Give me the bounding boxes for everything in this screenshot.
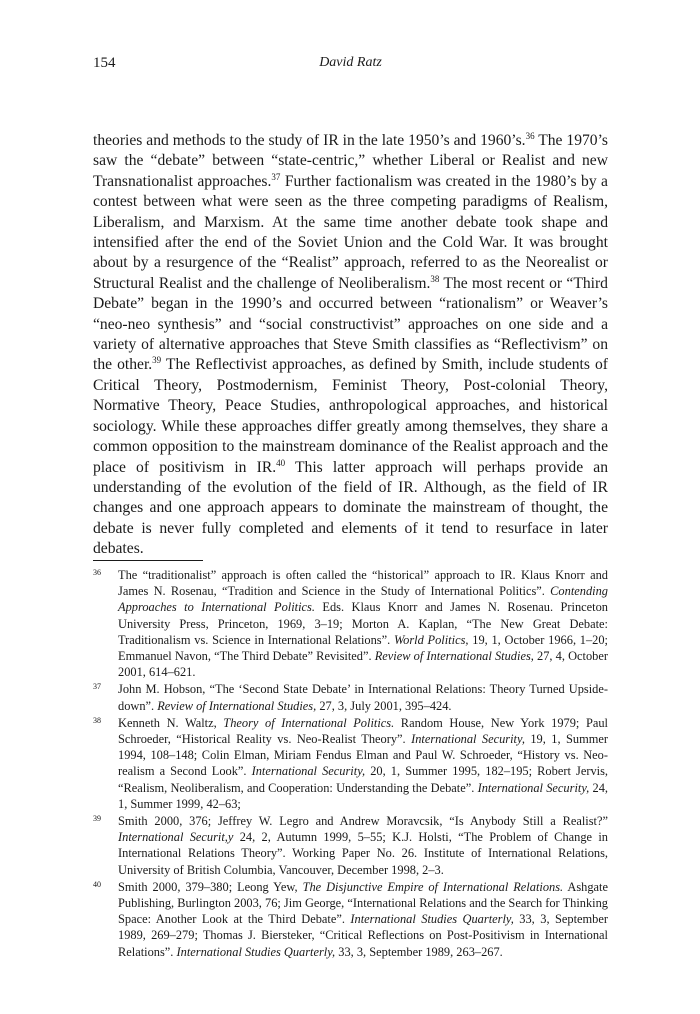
footnote-text-segment: Random House, New York 1979; Paul Schroeder, “Historical Reality vs. Neo-Realist Theory”. (118, 715, 608, 747)
footnote-text-segment: Kenneth N. Waltz, (118, 715, 224, 730)
footnote-italic-title: Contending Approaches to International Politics. (118, 584, 608, 615)
footnote-text (118, 880, 608, 959)
footnote-text-segment: 27, 4, October 2001, 614–621. (118, 649, 608, 680)
body-text-segment: This latter approach will perhaps provide an understanding of the evolution of the field of IR. Although, as the field of IR changes and one approach appears to dominate the mainstream of thought, the debate is never fully completed and elements of it tend to resurface in later debates. (93, 458, 608, 558)
body-text-segment: Further factionalism was created in the 1980’s by a contest between what were seen as the three competing paradigms of Realism, Liberalism, and Marxism. At the same time another debate took shape and intensified after the end of the Soviet Union and the Cold War. It was brought about by a resurgence of the “Realist” approach, referred to as the Neorealist or Structural Realist and the challenge of Neoliberalism. (93, 172, 608, 292)
footnote-number: 39 (93, 814, 101, 824)
footnote-text-segment: 20, 1, Summer 1995, 182–195; Robert Jervis, “Realism, Neoliberalism, and Cooperation: Understanding the Debate”. (118, 764, 608, 795)
footnote-text-segment: Smith 2000, 379–380; Leong Yew, (118, 879, 303, 894)
footnote-text (118, 716, 608, 811)
running-head-author: David Ratz (319, 55, 382, 70)
footnote-38 (93, 715, 608, 812)
footnote-italic-title: International Securit,y (118, 830, 234, 845)
body-paragraph (93, 131, 608, 560)
footnote-text-segment: Eds. Klaus Knorr and James N. Rosenau. Princeton University Press, Princeton, 1969, 3–19; Morton A. Kaplan, “The New Great Debate: Traditionalism vs. Science in International Relations”. (118, 600, 609, 647)
footnote-text-segment: 24, 1, Summer 1999, 42–63; (118, 780, 608, 811)
footnote-italic-title: Theory of International Politics. (223, 715, 395, 730)
footnote-text-segment: 33, 3, September 1989, 263–267. (335, 944, 503, 959)
footnote-ref-39[interactable]: 39 (152, 355, 162, 366)
footnote-number: 36 (93, 568, 101, 577)
footnote-italic-title: Review of International Studies, (157, 698, 317, 713)
footnote-text-segment: 27, 3, July 2001, 395–424. (316, 698, 452, 713)
footnote-text-segment: John M. Hobson, “The ‘Second State Debate’ in International Relations: Theory Turned Upside-down”. (118, 682, 608, 713)
body-text-segment: The 1970’s saw the “debate” between “state-centric,” whether Liberal or Realist and new Transnationalist approaches. (93, 132, 608, 190)
footnote-text (118, 682, 608, 712)
body-text-segment: The most recent or “Third Debate” began in the 1990’s and occurred between “rationalism” or Weaver’s “neo-neo synthesis” and “social constructivist” approaches on one side and a variety of alternative approaches that Steve Smith classifies as “Reflectivism” on the other. (93, 274, 608, 374)
footnote-37 (93, 681, 608, 713)
footnote-number: 40 (93, 879, 101, 889)
footnote-36 (93, 567, 608, 680)
footnotes (93, 567, 608, 961)
footnote-italic-title: International Security, (251, 764, 366, 779)
footnote-text-segment: The “traditionalist” approach is often called the “historical” approach to IR. Klaus Knorr and James N. Rosenau, “Tradition and Science in the Study of International Politics”. (118, 568, 608, 599)
footnote-ref-40[interactable]: 40 (276, 457, 286, 468)
footnote-text (118, 568, 608, 679)
footnote-39 (93, 813, 608, 878)
page-header (93, 55, 608, 75)
footnote-italic-title: International Security, (477, 780, 590, 795)
footnote-italic-title: Review of International Studies, (374, 649, 534, 664)
footnote-number: 38 (93, 715, 101, 725)
body-text-segment: theories and methods to the study of IR in the late 1950’s and 1960’s. (93, 132, 526, 149)
footnote-text-segment: Smith 2000, 376; Jeffrey W. Legro and Andrew Moravcsik, “Is Anybody Still a Realist?” (118, 814, 608, 829)
footnote-40 (93, 879, 608, 960)
page-number: 154 (93, 55, 116, 71)
footnote-italic-title: International Studies Quarterly, (350, 912, 514, 927)
body-text-segment: The Reflectivist approaches, as defined by Smith, include students of Critical Theory, Postmodernism, Feminist Theory, Post-colonial Theory, Normative Theory, Peace Studies, anthropological approaches, and historical sociology. While these approaches differ greatly among themselves, they share a common opposition to the mainstream dominance of the Realist approach and the place of positivism in IR. (93, 356, 608, 476)
footnote-italic-title: International Studies Quarterly, (176, 944, 336, 959)
footnote-number: 37 (93, 682, 101, 692)
footnote-ref-36[interactable]: 36 (525, 131, 535, 141)
footnote-ref-38[interactable]: 38 (430, 273, 440, 284)
footnote-italic-title: World Politics, (393, 632, 469, 647)
footnote-separator (93, 560, 203, 561)
footnote-text-segment: 24, 2, Autumn 1999, 5–55; K.J. Holsti, “The Problem of Change in International Relations Theory”. Working Paper No. 26. Institute of International Relations, University of British Columbia, Vancouver, December 1998, 2–3. (118, 830, 608, 877)
footnote-text-segment: Ashgate Publishing, Burlington 2003, 76; Jim George, “International Relations and the Search for Thinking Space: Another Look at the Third Debate”. (118, 879, 608, 927)
footnote-italic-title: The Disjunctive Empire of International Relations. (302, 879, 564, 894)
footnote-text-segment: 19, 1, Summer 1994, 108–148; Colin Elman, Miriam Fendus Elman and Paul W. Schroeder, “History vs. Neo-realism a Second Look”. (118, 732, 609, 779)
footnote-italic-title: International Security, (411, 732, 525, 747)
footnote-text (118, 814, 608, 877)
footnote-text-segment: 19, 1, October 1966, 1–20; Emmanuel Navon, “The Third Debate” Revisited”. (118, 632, 609, 664)
footnote-ref-37[interactable]: 37 (271, 171, 281, 182)
footnote-text-segment: 33, 3, September 1989, 269–279; Thomas J. Biersteker, “Critical Reflections on Post-Positivism in International Relations”. (118, 912, 608, 959)
